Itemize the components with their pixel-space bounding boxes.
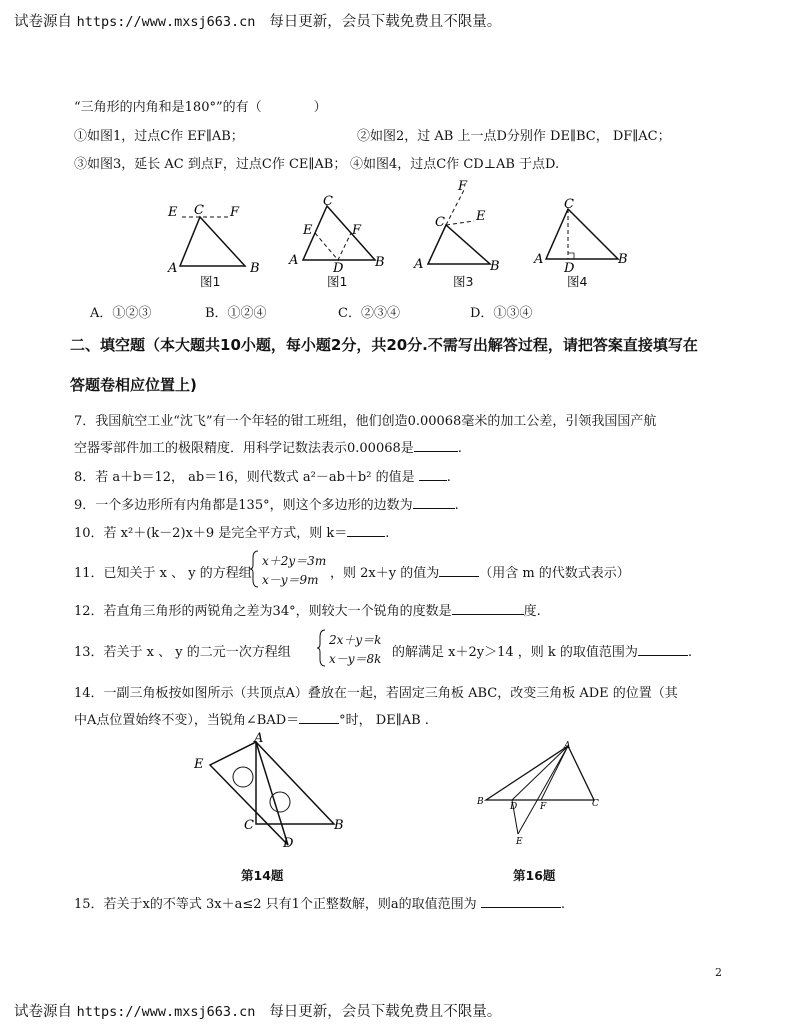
f14-label-c: C — [244, 818, 254, 833]
section2-heading-line1: 二、填空题（本大题共10小题，每小题2分，共20分.不需写出解答过程，请把答案直接填写在 — [70, 336, 698, 354]
q13-end: . — [687, 645, 693, 660]
f14-label-b: B — [334, 818, 344, 833]
f1-label-c: C — [194, 203, 204, 218]
q11-note: （用含 m 的代数式表示） — [479, 566, 630, 581]
figure-q16 — [474, 740, 604, 850]
f1-label-e: E — [168, 205, 178, 220]
f4-label-d: D — [564, 261, 575, 275]
q13-text: 的解满足 x＋2y＞14 ，则 k 的取值范围为 — [392, 645, 638, 660]
figure-3 — [410, 180, 510, 280]
q14-line1: 14．一副三角板按如图所示（共顶点A）叠放在一起，若固定三角板 ABC，改变三角板 ADE 的位置（其 — [74, 686, 678, 701]
figure-q14 — [190, 730, 350, 855]
q10-line — [74, 522, 389, 541]
q11-brace — [250, 550, 260, 588]
choice-d: D．①③④ — [470, 306, 533, 321]
q8-line — [74, 466, 451, 485]
q15-answer-blank[interactable] — [481, 895, 561, 908]
q11-answer-blank[interactable] — [439, 564, 479, 577]
footer-url[interactable]: https://www.mxsj663.cn — [76, 1004, 256, 1020]
page-footer — [14, 1000, 501, 1021]
f16-label-c: C — [592, 799, 599, 809]
q12-text: 12．若直角三角形的两锐角之差为34°，则较大一个锐角的度数是 — [74, 604, 452, 619]
q14-answer-blank[interactable] — [299, 711, 339, 724]
footer-prefix: 试卷源自 — [14, 1004, 72, 1020]
q11-eq2: x－y＝9m — [262, 573, 319, 587]
f16-label-e: E — [516, 837, 523, 847]
f3-label-f: F — [458, 180, 468, 194]
f2-label-c: C — [323, 194, 333, 209]
q7-end: . — [457, 441, 462, 456]
q13-eq2: x－y＝8k — [329, 652, 382, 666]
page-number: 2 — [715, 966, 722, 979]
q8-text: 8．若 a＋b＝12， ab＝16，则代数式 a²－ab＋b² 的值是 — [74, 470, 415, 485]
f2-label-a: A — [289, 253, 299, 268]
q7-answer-blank[interactable] — [414, 439, 458, 452]
figure-1 — [160, 190, 260, 285]
q11-tail — [330, 562, 630, 581]
q14-text: 中A点位置始终不变），当锐角∠BAD＝ — [74, 713, 300, 728]
q11-lead: 11．已知关于 x 、 y 的方程组 — [74, 566, 252, 581]
f3-label-c: C — [435, 215, 445, 230]
q8-end: . — [446, 470, 451, 485]
q13-lead: 13．若关于 x 、 y 的二元一次方程组 — [74, 645, 291, 660]
q6-stem: “三角形的内角和是180°”的有（ ） — [74, 100, 327, 115]
q10-answer-blank[interactable] — [347, 524, 385, 537]
q15-line — [74, 893, 565, 912]
choice-b: B．①②④ — [205, 306, 267, 321]
q10-text: 10．若 x²＋(k－2)x＋9 是完全平方式，则 k＝ — [74, 526, 348, 541]
figure-4 — [530, 195, 630, 275]
header-note: 每日更新，会员下载免费且不限量。 — [269, 14, 502, 30]
footer-note: 每日更新，会员下载免费且不限量。 — [269, 1004, 502, 1020]
f3-label-a: A — [414, 257, 424, 272]
page-header — [14, 10, 501, 31]
header-prefix: 试卷源自 — [14, 14, 72, 30]
q11-text: ，则 2x＋y 的值为 — [330, 566, 440, 581]
choice-a: A．①②③ — [90, 306, 152, 321]
q13-answer-blank[interactable] — [638, 643, 688, 656]
f2-label-f: F — [352, 223, 362, 238]
q6-option-3: ③如图3，延长 AC 到点F，过点C作 CE∥AB； — [74, 157, 347, 172]
q15-text: 15．若关于x的不等式 3x＋a≤2 只有1个正整数解，则a的取值范围为 — [74, 897, 477, 912]
figure-2-caption: 图1 — [327, 274, 348, 289]
q8-answer-blank[interactable] — [419, 468, 447, 481]
f16-label-b: B — [477, 797, 484, 807]
header-url[interactable]: https://www.mxsj663.cn — [76, 14, 256, 30]
q9-end: . — [454, 498, 459, 513]
f14-label-d: D — [283, 836, 294, 851]
f14-label-e: E — [194, 757, 204, 772]
q15-end: . — [560, 897, 565, 912]
q6-option-4: ④如图4，过点C作 CD⊥AB 于点D. — [350, 157, 560, 172]
f4-label-b: B — [618, 252, 628, 267]
figure-3-caption: 图3 — [453, 274, 474, 289]
f16-label-a: A — [564, 741, 571, 751]
f4-label-c: C — [564, 197, 574, 212]
f14-label-a: A — [254, 731, 264, 746]
q7-line2 — [74, 437, 462, 456]
choice-c: C．②③④ — [338, 306, 400, 321]
q12-end: 度. — [523, 604, 541, 619]
q12-line — [74, 600, 541, 619]
q13-brace — [317, 629, 327, 667]
f16-label-f: F — [540, 802, 547, 812]
figure-1-caption: 图1 — [200, 274, 221, 289]
q6-option-2: ②如图2，过 AB 上一点D分别作 DE∥BC， DF∥AC； — [357, 129, 671, 144]
q7-line1: 7．我国航空工业“沈飞”有一个年轻的钳工班组，他们创造0.00068毫米的加工公差，引领我国国产航 — [74, 414, 657, 429]
figure-q16-caption: 第16题 — [513, 868, 556, 883]
f2-label-e: E — [303, 223, 313, 238]
f4-label-a: A — [534, 252, 544, 267]
q11-eq1: x＋2y＝3m — [262, 554, 327, 568]
figure-2 — [285, 192, 385, 282]
f2-label-d: D — [333, 261, 344, 276]
q14-text-end: °时， DE∥AB . — [339, 713, 429, 728]
q14-line2 — [74, 709, 429, 728]
figure-4-caption: 图4 — [567, 274, 588, 289]
figure-q14-caption: 第14题 — [241, 868, 284, 883]
q12-answer-blank[interactable] — [452, 602, 524, 615]
q9-text: 9．一个多边形所有内角都是135°，则这个多边形的边数为 — [74, 498, 413, 513]
q9-answer-blank[interactable] — [413, 496, 455, 509]
f3-label-b: B — [490, 259, 500, 274]
q13-tail — [392, 641, 692, 660]
q13-eq1: 2x＋y＝k — [329, 633, 382, 647]
section2-heading-line2: 答题卷相应位置上) — [70, 376, 197, 394]
q10-end: . — [385, 526, 390, 541]
f16-label-d: D — [510, 802, 518, 812]
q6-option-1: ①如图1，过点C作 EF∥AB； — [74, 129, 244, 144]
f2-label-b: B — [375, 255, 385, 270]
f1-label-f: F — [230, 205, 240, 220]
f1-label-a: A — [168, 261, 178, 276]
q7-text: 空器零部件加工的极限精度．用科学记数法表示0.00068是 — [74, 441, 414, 456]
q9-line — [74, 494, 459, 513]
f1-label-b: B — [250, 261, 260, 276]
f3-label-e: E — [476, 209, 486, 224]
